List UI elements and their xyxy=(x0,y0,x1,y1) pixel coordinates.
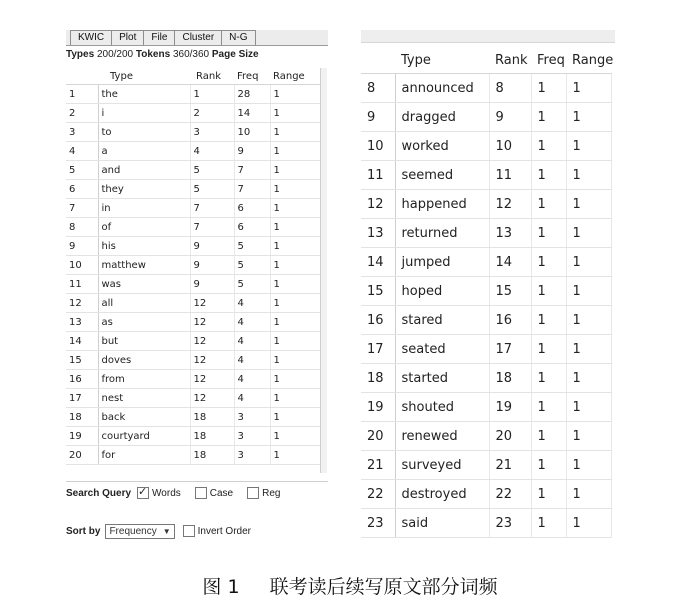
cell-range: 1 xyxy=(270,218,320,237)
cell-idx: 18 xyxy=(361,364,395,393)
table-row[interactable] xyxy=(361,509,611,538)
table-row[interactable] xyxy=(66,370,320,389)
cell-freq: 7 xyxy=(234,161,270,180)
cell-freq: 1 xyxy=(531,74,566,103)
cell-rank: 9 xyxy=(190,237,234,256)
cell-idx: 10 xyxy=(361,132,395,161)
tab-ngram[interactable]: N-G xyxy=(222,30,255,45)
cell-type: surveyed xyxy=(395,451,489,480)
cell-range: 1 xyxy=(566,74,611,103)
cell-type: the xyxy=(98,85,190,104)
cell-idx: 14 xyxy=(361,248,395,277)
cell-freq: 1 xyxy=(531,219,566,248)
cell-type: worked xyxy=(395,132,489,161)
tokens-label: Tokens xyxy=(135,49,171,60)
invert-order-label: Invert Order xyxy=(197,525,251,537)
cell-idx: 18 xyxy=(66,408,98,427)
cell-freq: 1 xyxy=(531,190,566,219)
figure-caption xyxy=(0,572,700,599)
cell-type: was xyxy=(98,275,190,294)
cell-freq: 14 xyxy=(234,104,270,123)
cell-rank: 15 xyxy=(489,277,531,306)
cell-freq: 3 xyxy=(234,427,270,446)
table-row[interactable] xyxy=(361,277,611,306)
cell-freq: 5 xyxy=(234,256,270,275)
cell-range: 1 xyxy=(270,313,320,332)
table-row[interactable] xyxy=(66,237,320,256)
cell-type: seated xyxy=(395,335,489,364)
cell-rank: 16 xyxy=(489,306,531,335)
table-row[interactable] xyxy=(66,351,320,370)
cell-range: 1 xyxy=(270,427,320,446)
cell-freq: 1 xyxy=(531,393,566,422)
table-row[interactable] xyxy=(361,306,611,335)
cell-range: 1 xyxy=(270,237,320,256)
cell-range: 1 xyxy=(566,451,611,480)
cell-type: i xyxy=(98,104,190,123)
cell-freq: 1 xyxy=(531,364,566,393)
search-query-row xyxy=(66,481,328,502)
cell-range: 1 xyxy=(270,142,320,161)
cell-type: announced xyxy=(395,74,489,103)
cell-freq: 4 xyxy=(234,351,270,370)
table-row[interactable] xyxy=(361,364,611,393)
table-row[interactable] xyxy=(361,451,611,480)
column-header-range[interactable]: Range xyxy=(566,47,611,74)
cell-range: 1 xyxy=(566,480,611,509)
cell-idx: 21 xyxy=(361,451,395,480)
cell-rank: 12 xyxy=(489,190,531,219)
cell-idx: 20 xyxy=(66,446,98,465)
cell-rank: 10 xyxy=(489,132,531,161)
cell-idx: 9 xyxy=(66,237,98,256)
sort-by-label: Sort by xyxy=(66,525,101,537)
cell-idx: 12 xyxy=(66,294,98,313)
cell-rank: 8 xyxy=(489,74,531,103)
table-row[interactable] xyxy=(66,256,320,275)
cell-freq: 1 xyxy=(531,161,566,190)
sort-by-selected: Frequency xyxy=(109,525,157,537)
cell-freq: 1 xyxy=(531,509,566,538)
table-row[interactable] xyxy=(361,335,611,364)
cell-range: 1 xyxy=(270,370,320,389)
cell-type: they xyxy=(98,180,190,199)
cell-freq: 4 xyxy=(234,294,270,313)
cell-range: 1 xyxy=(270,161,320,180)
cell-rank: 3 xyxy=(190,123,234,142)
types-label: Types xyxy=(66,49,95,60)
cell-idx: 15 xyxy=(66,351,98,370)
cell-rank: 1 xyxy=(190,85,234,104)
cell-rank: 20 xyxy=(489,422,531,451)
table-row[interactable] xyxy=(361,161,611,190)
cell-freq: 6 xyxy=(234,199,270,218)
cell-range: 1 xyxy=(270,256,320,275)
cell-rank: 19 xyxy=(489,393,531,422)
cell-type: said xyxy=(395,509,489,538)
cell-idx: 13 xyxy=(66,313,98,332)
cell-range: 1 xyxy=(566,161,611,190)
case-checkbox-label: Case xyxy=(209,487,234,499)
cell-idx: 4 xyxy=(66,142,98,161)
table-header-row xyxy=(66,68,320,85)
cell-rank: 18 xyxy=(489,364,531,393)
cell-range: 1 xyxy=(566,306,611,335)
table-row[interactable] xyxy=(361,74,611,103)
cell-range: 1 xyxy=(566,393,611,422)
table-row[interactable] xyxy=(66,446,320,465)
cell-freq: 10 xyxy=(234,123,270,142)
column-header-index[interactable] xyxy=(361,47,395,74)
cell-freq: 1 xyxy=(531,103,566,132)
cell-range: 1 xyxy=(270,104,320,123)
cell-freq: 3 xyxy=(234,408,270,427)
vertical-scrollbar[interactable] xyxy=(320,68,327,473)
cell-type: all xyxy=(98,294,190,313)
table-row[interactable] xyxy=(66,332,320,351)
cell-rank: 12 xyxy=(190,332,234,351)
cell-rank: 13 xyxy=(489,219,531,248)
cell-range: 1 xyxy=(566,219,611,248)
cell-range: 1 xyxy=(270,389,320,408)
cell-type: for xyxy=(98,446,190,465)
cell-type: jumped xyxy=(395,248,489,277)
cell-rank: 5 xyxy=(190,161,234,180)
cell-type: hoped xyxy=(395,277,489,306)
cell-range: 1 xyxy=(270,180,320,199)
cell-idx: 13 xyxy=(361,219,395,248)
cell-rank: 18 xyxy=(190,446,234,465)
cell-idx: 5 xyxy=(66,161,98,180)
cell-range: 1 xyxy=(566,190,611,219)
cell-idx: 12 xyxy=(361,190,395,219)
cell-rank: 21 xyxy=(489,451,531,480)
window-top-strip xyxy=(361,30,615,43)
tokens-value: 360/360 xyxy=(172,49,210,60)
figure-label: 图 1 xyxy=(202,576,240,598)
cell-range: 1 xyxy=(270,351,320,370)
cell-freq: 1 xyxy=(531,306,566,335)
cell-freq: 1 xyxy=(531,422,566,451)
cell-idx: 22 xyxy=(361,480,395,509)
sort-by-dropdown[interactable] xyxy=(105,524,174,539)
cell-idx: 17 xyxy=(361,335,395,364)
caption-text: 联考读后续写原文部分词频 xyxy=(269,576,498,598)
table-row[interactable] xyxy=(361,393,611,422)
regex-checkbox-label: Reg xyxy=(262,487,281,499)
cell-freq: 1 xyxy=(531,335,566,364)
cell-idx: 10 xyxy=(66,256,98,275)
cell-type: doves xyxy=(98,351,190,370)
cell-type: from xyxy=(98,370,190,389)
cell-type: destroyed xyxy=(395,480,489,509)
cell-type: in xyxy=(98,199,190,218)
cell-type: nest xyxy=(98,389,190,408)
cell-range: 1 xyxy=(270,199,320,218)
table-row[interactable] xyxy=(66,218,320,237)
cell-rank: 9 xyxy=(190,275,234,294)
cell-idx: 16 xyxy=(361,306,395,335)
cell-range: 1 xyxy=(566,364,611,393)
cell-rank: 12 xyxy=(190,294,234,313)
right-word-frequency-table xyxy=(361,47,612,538)
table-row[interactable] xyxy=(66,275,320,294)
cell-type: shouted xyxy=(395,393,489,422)
cell-freq: 3 xyxy=(234,446,270,465)
table-row[interactable] xyxy=(66,313,320,332)
cell-type: matthew xyxy=(98,256,190,275)
cell-rank: 18 xyxy=(190,427,234,446)
words-checkbox[interactable] xyxy=(137,487,149,499)
cell-freq: 4 xyxy=(234,313,270,332)
cell-rank: 5 xyxy=(190,180,234,199)
word-list-window xyxy=(66,30,328,542)
cell-range: 1 xyxy=(270,446,320,465)
table-row[interactable] xyxy=(66,389,320,408)
tab-kwic[interactable]: KWIC xyxy=(70,30,112,45)
column-header-rank[interactable]: Rank xyxy=(489,47,531,74)
cell-freq: 5 xyxy=(234,275,270,294)
cell-type: dragged xyxy=(395,103,489,132)
cell-rank: 9 xyxy=(190,256,234,275)
cell-rank: 4 xyxy=(190,142,234,161)
cell-type: and xyxy=(98,161,190,180)
cell-range: 1 xyxy=(566,277,611,306)
cell-range: 1 xyxy=(566,248,611,277)
cell-idx: 2 xyxy=(66,104,98,123)
column-header-type[interactable]: Type xyxy=(395,47,489,74)
cell-rank: 12 xyxy=(190,370,234,389)
cell-idx: 8 xyxy=(361,74,395,103)
cell-range: 1 xyxy=(270,85,320,104)
left-word-frequency-table xyxy=(66,68,321,465)
cell-freq: 6 xyxy=(234,218,270,237)
cell-idx: 9 xyxy=(361,103,395,132)
table-row[interactable] xyxy=(361,190,611,219)
cell-idx: 23 xyxy=(361,509,395,538)
table-row[interactable] xyxy=(66,161,320,180)
table-row[interactable] xyxy=(361,248,611,277)
cell-range: 1 xyxy=(566,422,611,451)
tab-plot[interactable]: Plot xyxy=(112,30,144,45)
page-size-label: Page Size xyxy=(211,49,259,60)
cell-range: 1 xyxy=(270,408,320,427)
cell-range: 1 xyxy=(566,509,611,538)
cell-type: stared xyxy=(395,306,489,335)
cell-rank: 7 xyxy=(190,218,234,237)
cell-type: courtyard xyxy=(98,427,190,446)
cell-range: 1 xyxy=(270,332,320,351)
table-row[interactable] xyxy=(66,408,320,427)
cell-range: 1 xyxy=(270,123,320,142)
cell-freq: 28 xyxy=(234,85,270,104)
regex-checkbox[interactable] xyxy=(247,487,259,499)
cell-type: a xyxy=(98,142,190,161)
cell-type: started xyxy=(395,364,489,393)
cell-rank: 22 xyxy=(489,480,531,509)
cell-freq: 9 xyxy=(234,142,270,161)
table-row[interactable] xyxy=(66,427,320,446)
table-row[interactable] xyxy=(361,219,611,248)
cell-rank: 11 xyxy=(489,161,531,190)
column-header-rank[interactable]: Rank xyxy=(190,68,234,85)
cell-freq: 1 xyxy=(531,132,566,161)
cell-freq: 4 xyxy=(234,332,270,351)
tool-tab-bar xyxy=(66,30,328,46)
cell-idx: 19 xyxy=(361,393,395,422)
words-checkbox-label: Words xyxy=(152,487,181,499)
cell-rank: 2 xyxy=(190,104,234,123)
cell-rank: 17 xyxy=(489,335,531,364)
table-row[interactable] xyxy=(361,132,611,161)
cell-freq: 4 xyxy=(234,370,270,389)
column-header-index[interactable] xyxy=(66,68,98,85)
word-list-continued-window xyxy=(361,30,615,542)
case-checkbox[interactable] xyxy=(195,487,207,499)
cell-range: 1 xyxy=(270,275,320,294)
table-row[interactable] xyxy=(66,142,320,161)
cell-idx: 15 xyxy=(361,277,395,306)
cell-idx: 8 xyxy=(66,218,98,237)
cell-idx: 17 xyxy=(66,389,98,408)
types-value: 200/200 xyxy=(96,49,134,60)
cell-freq: 1 xyxy=(531,277,566,306)
cell-type: back xyxy=(98,408,190,427)
cell-idx: 20 xyxy=(361,422,395,451)
table-row[interactable] xyxy=(66,199,320,218)
cell-idx: 11 xyxy=(361,161,395,190)
cell-freq: 1 xyxy=(531,451,566,480)
cell-idx: 3 xyxy=(66,123,98,142)
cell-range: 1 xyxy=(270,294,320,313)
cell-rank: 12 xyxy=(190,389,234,408)
cell-range: 1 xyxy=(566,103,611,132)
search-query-label: Search Query xyxy=(66,487,132,499)
cell-freq: 1 xyxy=(531,248,566,277)
cell-rank: 9 xyxy=(489,103,531,132)
sort-row xyxy=(66,522,328,540)
cell-rank: 23 xyxy=(489,509,531,538)
chevron-down-icon: ▼ xyxy=(162,526,171,536)
cell-freq: 5 xyxy=(234,237,270,256)
cell-idx: 11 xyxy=(66,275,98,294)
cell-idx: 16 xyxy=(66,370,98,389)
cell-rank: 7 xyxy=(190,199,234,218)
cell-type: happened xyxy=(395,190,489,219)
cell-range: 1 xyxy=(566,132,611,161)
cell-type: seemed xyxy=(395,161,489,190)
cell-freq: 7 xyxy=(234,180,270,199)
cell-type: to xyxy=(98,123,190,142)
cell-idx: 7 xyxy=(66,199,98,218)
table-row[interactable] xyxy=(66,294,320,313)
cell-rank: 12 xyxy=(190,351,234,370)
stats-line xyxy=(66,49,328,64)
cell-rank: 12 xyxy=(190,313,234,332)
cell-idx: 19 xyxy=(66,427,98,446)
cell-idx: 14 xyxy=(66,332,98,351)
table-row[interactable] xyxy=(66,104,320,123)
cell-freq: 4 xyxy=(234,389,270,408)
cell-rank: 14 xyxy=(489,248,531,277)
column-header-type[interactable]: Type xyxy=(98,68,190,85)
cell-type: as xyxy=(98,313,190,332)
cell-type: but xyxy=(98,332,190,351)
table-row[interactable] xyxy=(66,123,320,142)
cell-rank: 18 xyxy=(190,408,234,427)
cell-type: renewed xyxy=(395,422,489,451)
tab-file[interactable]: File xyxy=(144,30,175,45)
cell-freq: 1 xyxy=(531,480,566,509)
column-header-freq[interactable]: Freq xyxy=(531,47,566,74)
cell-idx: 6 xyxy=(66,180,98,199)
column-header-range[interactable]: Range xyxy=(270,68,320,85)
table-row[interactable] xyxy=(361,480,611,509)
cell-idx: 1 xyxy=(66,85,98,104)
invert-order-checkbox[interactable] xyxy=(183,525,195,537)
table-row[interactable] xyxy=(66,180,320,199)
tab-cluster[interactable]: Cluster xyxy=(175,30,222,45)
table-row[interactable] xyxy=(66,85,320,104)
table-row[interactable] xyxy=(361,103,611,132)
cell-type: of xyxy=(98,218,190,237)
cell-type: returned xyxy=(395,219,489,248)
cell-type: his xyxy=(98,237,190,256)
cell-range: 1 xyxy=(566,335,611,364)
column-header-freq[interactable]: Freq xyxy=(234,68,270,85)
table-header-row xyxy=(361,47,611,74)
table-row[interactable] xyxy=(361,422,611,451)
